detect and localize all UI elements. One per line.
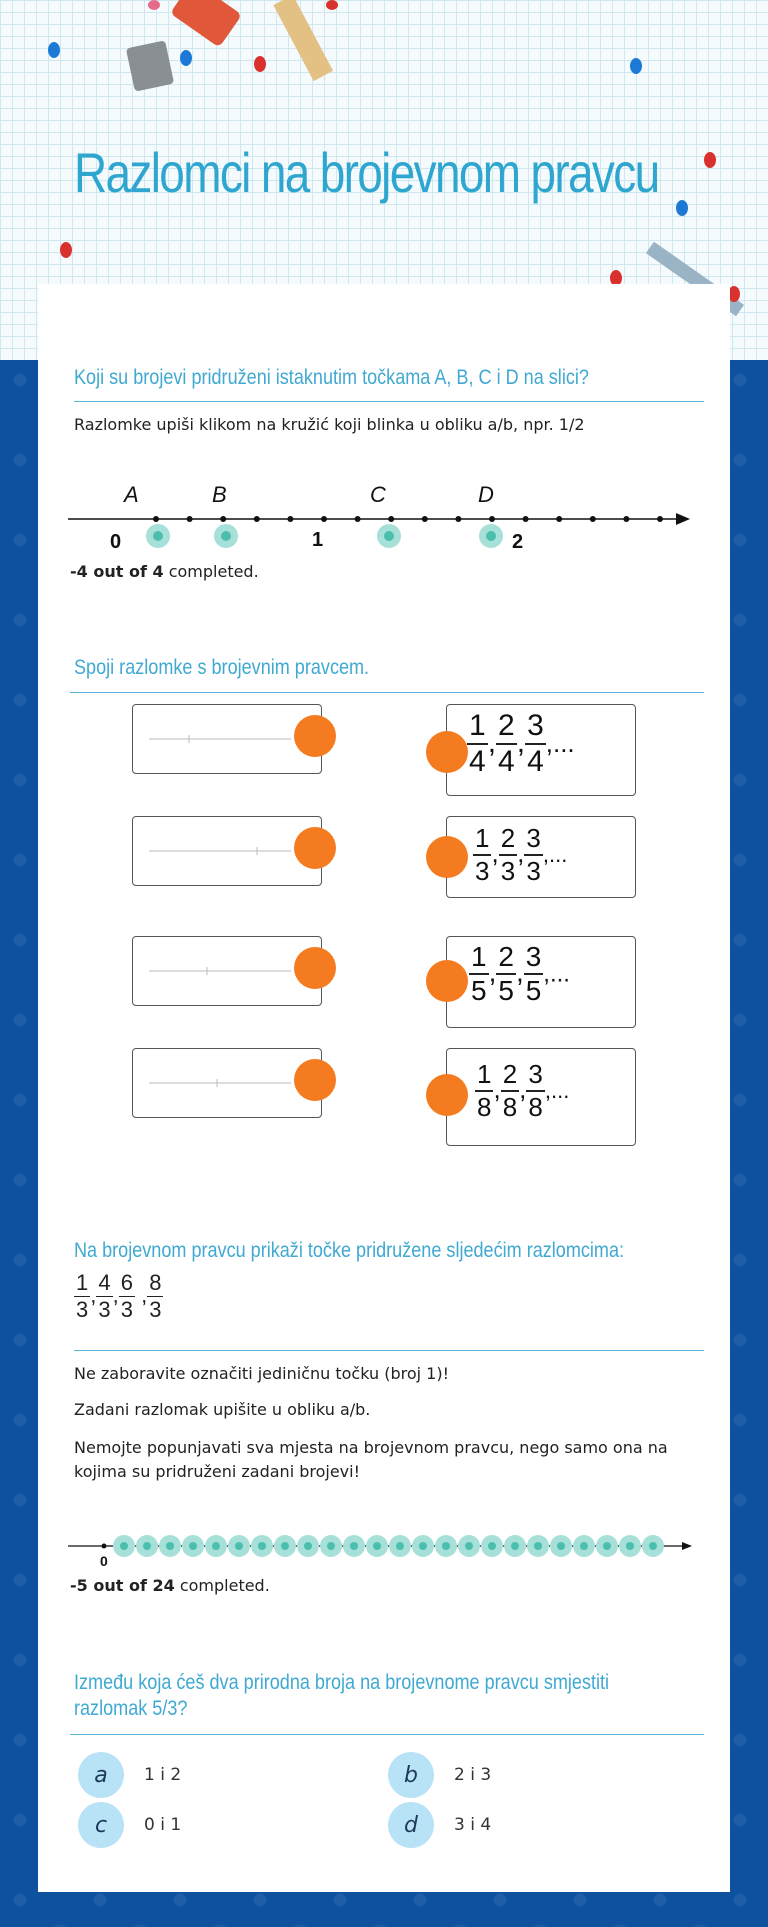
fraction-denominator: 8 — [502, 1092, 518, 1122]
answer-slot-center — [442, 1542, 450, 1550]
tick-mark — [355, 516, 361, 522]
match-dot-left[interactable] — [294, 715, 336, 757]
section1-progress-value: -4 out of 4 — [70, 562, 164, 581]
answer-dot-c[interactable] — [377, 524, 401, 548]
fraction-numerator: 6 — [120, 1270, 133, 1295]
answer-slot-center — [396, 1542, 404, 1550]
tick-mark — [590, 516, 596, 522]
fraction — [496, 709, 517, 779]
fraction-ellipsis: ,... — [542, 841, 568, 867]
answer-option-a[interactable] — [78, 1752, 181, 1798]
section4-heading: Između koja ćeš dva prirodna broja na brojevnome pravcu smjestiti razlomak 5/3? — [74, 1671, 610, 1720]
option-letter: c — [78, 1802, 124, 1848]
tick-mark — [254, 516, 260, 522]
fraction — [473, 823, 491, 887]
answer-option-d[interactable] — [388, 1802, 491, 1848]
fraction — [147, 1270, 163, 1323]
fraction-numerator: 4 — [98, 1270, 111, 1295]
section3-divider — [74, 1350, 704, 1351]
fraction-numerator: 3 — [525, 709, 546, 745]
answer-slot-center — [557, 1542, 565, 1550]
match-dot-right[interactable] — [426, 960, 468, 1002]
answer-slot-center — [465, 1542, 473, 1550]
number-line-2 — [68, 1524, 718, 1574]
fraction — [74, 1270, 90, 1323]
fraction-numerator: 2 — [496, 709, 517, 745]
confetti-dot — [326, 0, 338, 10]
fraction-denominator: 3 — [149, 1297, 162, 1322]
fraction-denominator: 5 — [498, 975, 514, 1006]
confetti-dot — [676, 200, 688, 216]
option-letter: a — [78, 1752, 124, 1798]
match-dot-right[interactable] — [426, 731, 468, 773]
fraction-denominator: 4 — [527, 745, 544, 778]
answer-slot-center — [419, 1542, 427, 1550]
tick-mark — [489, 516, 495, 522]
answer-dot-a[interactable] — [146, 524, 170, 548]
point-label-c: C — [370, 482, 386, 507]
section3-note2: Zadani razlomak upišite u obliku a/b. — [74, 1400, 371, 1419]
answer-slot-center — [120, 1542, 128, 1550]
answer-slot-center — [212, 1542, 220, 1550]
fraction-denominator: 5 — [471, 975, 487, 1006]
tick-mark — [523, 516, 529, 522]
fraction-denominator: 3 — [120, 1297, 133, 1322]
section1-progress — [70, 562, 259, 581]
match-dot-left[interactable] — [294, 1059, 336, 1101]
option-letter: d — [388, 1802, 434, 1848]
fraction — [96, 1270, 112, 1323]
fraction — [526, 1059, 544, 1123]
match-dot-right[interactable] — [426, 1074, 468, 1116]
fraction-denominator: 5 — [525, 975, 542, 1006]
given-fractions: $\frac{1}{3}$ , $\frac{4}{3}$ , $\frac{6}{3}$ , $\frac{8}{3}$ — [76, 1270, 162, 1322]
answer-slot-center — [511, 1542, 519, 1550]
fraction-ellipsis: ,... — [544, 1077, 570, 1103]
fraction — [469, 941, 489, 1007]
zero-label: 0 — [100, 1553, 108, 1569]
confetti-dot — [148, 0, 160, 10]
fraction-numerator: 1 — [469, 941, 489, 975]
tick-mark — [187, 516, 193, 522]
fraction-numerator: 3 — [526, 1059, 544, 1092]
answer-slot-center — [488, 1542, 496, 1550]
answer-slot-center — [350, 1542, 358, 1550]
answer-slot-center — [649, 1542, 657, 1550]
confetti-dot — [630, 58, 642, 74]
answer-slot-center — [189, 1542, 197, 1550]
tick-mark — [657, 516, 663, 522]
answer-slot-center — [304, 1542, 312, 1550]
answer-dot-d[interactable] — [479, 524, 503, 548]
fraction-denominator: 8 — [528, 1092, 543, 1122]
tick-mark — [388, 516, 394, 522]
match-dot-right[interactable] — [426, 836, 468, 878]
fraction-numerator: 1 — [473, 823, 491, 856]
fraction-denominator: 4 — [498, 745, 515, 778]
confetti-dot — [60, 242, 72, 258]
fraction-ellipsis: ,... — [543, 960, 570, 988]
fraction-numerator: 2 — [496, 941, 516, 975]
fraction — [475, 1059, 493, 1123]
worksheet-card — [38, 284, 730, 1892]
fraction — [524, 823, 542, 887]
option-text: 1 i 2 — [144, 1765, 182, 1785]
section3-progress — [70, 1576, 270, 1595]
section2-divider — [70, 692, 704, 693]
tick-mark — [623, 516, 629, 522]
answer-slot-center — [166, 1542, 174, 1550]
fraction-box[interactable]: $\frac{1}{4}$ , $\frac{2}{4}$ , $\frac{3}{4}$ ,... — [446, 704, 636, 796]
fraction-numerator: 3 — [524, 823, 542, 856]
page-title: Razlomci na brojevnom pravcu — [74, 141, 659, 204]
answer-slot-center — [327, 1542, 335, 1550]
fraction-denominator: 3 — [76, 1297, 89, 1322]
answer-dot-b[interactable] — [214, 524, 238, 548]
answer-slot-center — [534, 1542, 542, 1550]
fraction-numerator: 1 — [475, 1059, 493, 1092]
tick-label-1: 1 — [312, 529, 324, 551]
answer-slot-center — [281, 1542, 289, 1550]
tick-mark — [287, 516, 293, 522]
fraction-denominator: 3 — [98, 1297, 111, 1322]
match-dot-left[interactable] — [294, 947, 336, 989]
confetti-dot — [180, 50, 192, 66]
fraction-box[interactable]: $\frac{1}{5}$ , $\frac{2}{5}$ , $\frac{3}{5}$ ,... — [446, 936, 636, 1028]
fraction-numerator: 1 — [467, 709, 488, 745]
section3-note1: Ne zaboravite označiti jediničnu točku (broj 1)! — [74, 1364, 450, 1383]
fraction-numerator: 2 — [501, 1059, 519, 1092]
fraction-box[interactable]: $\frac{1}{3}$ , $\frac{2}{3}$ , $\frac{3}{3}$ ,... — [446, 816, 636, 898]
answer-slot-center — [235, 1542, 243, 1550]
fraction-denominator: 4 — [469, 745, 486, 778]
fraction — [467, 709, 488, 779]
option-letter: b — [388, 1752, 434, 1798]
fraction — [496, 941, 516, 1007]
answer-option-b[interactable] — [388, 1752, 491, 1798]
point-label-a: A — [124, 482, 139, 507]
answer-slot-center — [373, 1542, 381, 1550]
tick-label-2: 2 — [512, 531, 524, 553]
fraction-denominator: 8 — [477, 1092, 492, 1122]
answer-slot-center — [580, 1542, 588, 1550]
section4-divider — [70, 1734, 704, 1735]
point-label-b: B — [212, 482, 227, 507]
section1-divider — [74, 401, 704, 402]
answer-option-c[interactable] — [78, 1802, 181, 1848]
section3-note3: Nemojte popunjavati sva mjesta na brojevnom pravcu, nego samo ona na kojima su pridruženi zadani brojevi! — [74, 1438, 668, 1481]
fraction-box[interactable]: $\frac{1}{8}$ , $\frac{2}{8}$ , $\frac{3}{8}$ ,... — [446, 1048, 636, 1146]
tick-mark — [556, 516, 562, 522]
section1-instruction: Razlomke upiši klikom na kružić koji blinka u obliku a/b, npr. 1/2 — [74, 415, 585, 434]
tick-mark — [422, 516, 428, 522]
section1-progress-suffix: completed. — [163, 562, 259, 581]
section2-heading: Spoji razlomke s brojevnim pravcem. — [74, 656, 370, 679]
confetti-dot — [704, 152, 716, 168]
option-text: 0 i 1 — [144, 1815, 182, 1835]
answer-slot-center — [603, 1542, 611, 1550]
confetti-dot — [254, 56, 266, 72]
match-dot-left[interactable] — [294, 827, 336, 869]
option-text: 2 i 3 — [454, 1765, 492, 1785]
section1-heading: Koji su brojevi pridruženi istaknutim točkama A, B, C i D na slici? — [74, 366, 589, 389]
tick-mark — [455, 516, 461, 522]
section3-heading: Na brojevnom pravcu prikaži točke pridružene sljedećim razlomcima: — [74, 1239, 625, 1262]
answer-slot-center — [626, 1542, 634, 1550]
answer-slot-center — [258, 1542, 266, 1550]
tick-mark — [153, 516, 159, 522]
fraction-numerator: 8 — [149, 1270, 162, 1295]
section3-progress-suffix: completed. — [174, 1576, 270, 1595]
confetti-dot — [48, 42, 60, 58]
fraction-denominator: 3 — [475, 856, 490, 886]
tick-mark — [220, 516, 226, 522]
fraction-numerator: 2 — [499, 823, 517, 856]
fraction — [525, 709, 546, 779]
fraction — [499, 823, 517, 887]
fraction-numerator: 1 — [76, 1270, 89, 1295]
fraction-denominator: 3 — [500, 856, 516, 886]
point-label-d: D — [478, 482, 494, 507]
fraction — [501, 1059, 519, 1123]
tick-mark — [321, 516, 327, 522]
option-text: 3 i 4 — [454, 1815, 492, 1835]
fraction-numerator: 3 — [524, 941, 544, 975]
fraction-denominator: 3 — [526, 856, 541, 886]
fraction-ellipsis: ,... — [545, 727, 575, 758]
fraction — [524, 941, 544, 1007]
answer-slot-center — [143, 1542, 151, 1550]
section3-progress-value: -5 out of 24 — [70, 1576, 175, 1595]
fraction — [119, 1270, 135, 1323]
tick-label-0: 0 — [110, 531, 122, 553]
